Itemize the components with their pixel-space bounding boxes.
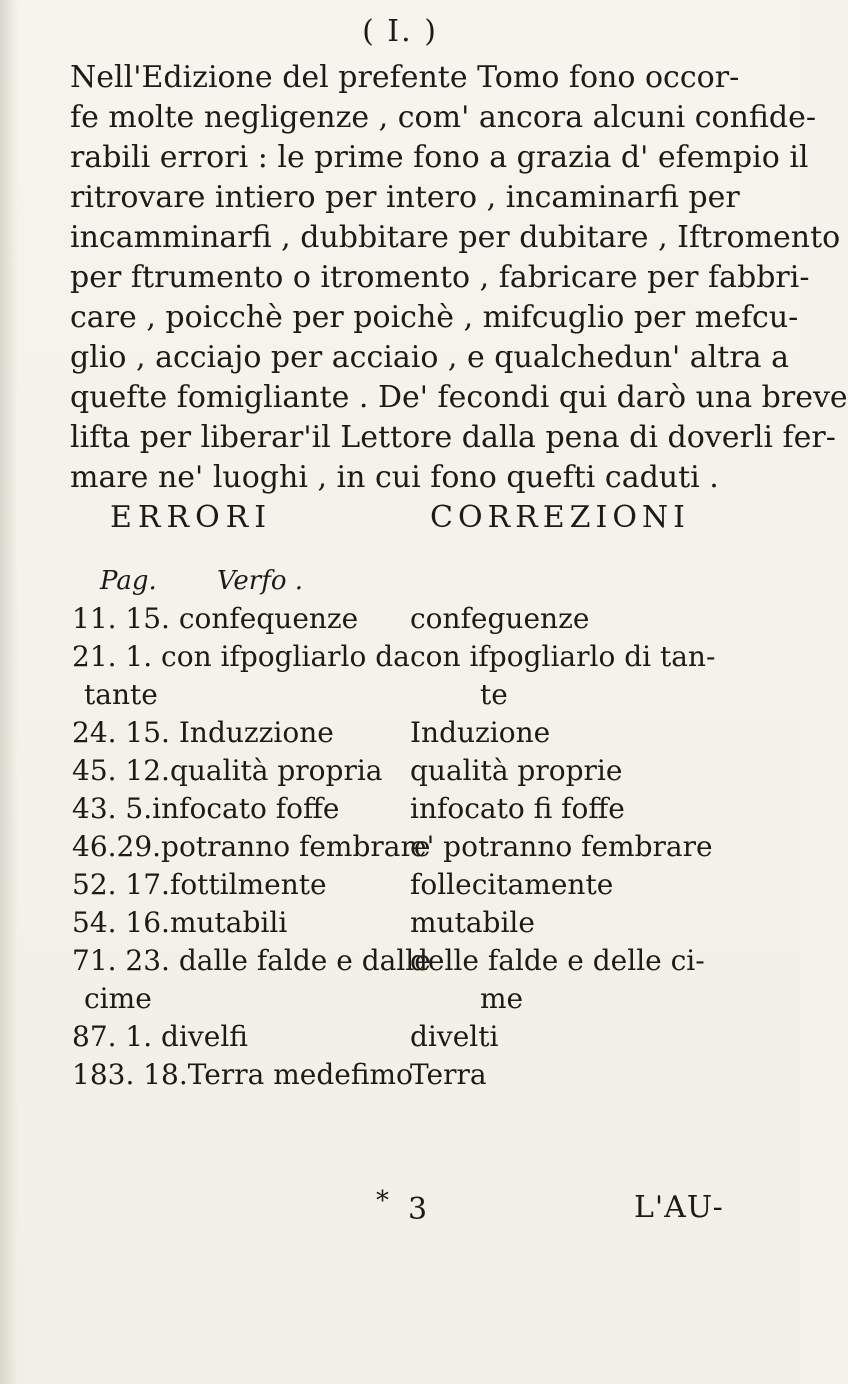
correction-row: te — [480, 678, 508, 711]
intro-line: mare ne' luoghi , in cui fono quefti caduti . — [70, 460, 719, 495]
intro-line: incamminarfi , dubbitare per dubitare , Iftromento — [70, 220, 841, 255]
signature-mark: 3 — [408, 1192, 428, 1227]
errata-row: cime — [84, 982, 152, 1015]
intro-line: ritrovare intiero per intero , incaminarfi per — [70, 180, 740, 215]
correction-row: me — [480, 982, 524, 1015]
errata-row: 183. 18.Terra medefimo — [72, 1058, 413, 1091]
correction-row: Induzione — [410, 716, 551, 749]
intro-line: per ftrumento o itromento , fabricare per fabbri- — [70, 260, 810, 295]
correction-row: con ifpogliarlo di tan- — [410, 640, 716, 673]
correction-row: delle falde e delle ci- — [410, 944, 705, 977]
errata-headings — [0, 500, 800, 550]
intro-line: rabili errori : le prime fono a grazia d' efempio il — [70, 140, 809, 175]
correction-row: infocato fi foffe — [410, 792, 625, 825]
page-footer — [0, 1186, 800, 1246]
column-heads — [100, 566, 355, 596]
errata-row: 21. 1. con ifpogliarlo da — [72, 640, 410, 673]
errata-row: 11. 15. confequenze — [72, 602, 359, 635]
correction-row: Terra — [410, 1058, 487, 1091]
correction-row: e' potranno fembrare — [410, 830, 713, 863]
errata-row: 43. 5.infocato foffe — [72, 792, 340, 825]
intro-line: lifta per liberar'il Lettore dalla pena di doverli fer- — [70, 420, 836, 455]
errata-row: tante — [84, 678, 158, 711]
errata-row: 52. 17.fottilmente — [72, 868, 327, 901]
intro-line: care , poicchè per poichè , mifcuglio per mefcu- — [70, 300, 799, 335]
errata-row: 54. 16.mutabili — [72, 906, 288, 939]
intro-line: glio , acciajo per acciaio , e qualchedun' altra a — [70, 340, 789, 375]
intro-line: fe molte negligenze , com' ancora alcuni confide- — [70, 100, 817, 135]
errata-row: 46.29.potranno fembrare — [72, 830, 431, 863]
intro-paragraph — [70, 58, 848, 498]
correction-row: confeguenze — [410, 602, 590, 635]
pag-column-head: Pag. — [100, 566, 157, 596]
correzioni-heading: CORREZIONI — [430, 500, 691, 535]
page-gutter-shadow — [0, 0, 18, 1384]
correzioni-column — [410, 600, 740, 1094]
verso-column-head: Verfo . — [217, 566, 304, 596]
errori-heading: ERRORI — [110, 500, 273, 535]
catchword: L'AU- — [634, 1190, 724, 1225]
errori-column — [72, 600, 431, 1094]
errata-row: 45. 12.qualità propria — [72, 754, 383, 787]
correction-row: follecitamente — [410, 868, 614, 901]
correction-row: qualità proprie — [410, 754, 623, 787]
errata-row: 24. 15. Induzzione — [72, 716, 334, 749]
intro-line: quefte fomigliante . De' fecondi qui darò una breve — [70, 380, 848, 415]
footer-star: * — [376, 1186, 389, 1216]
intro-line: Nell'Edizione del prefente Tomo fono occor- — [70, 60, 740, 95]
errata-row: 71. 23. dalle falde e dalle — [72, 944, 431, 977]
page-header: ( I. ) — [362, 14, 438, 49]
correction-row: divelti — [410, 1020, 499, 1053]
errata-row: 87. 1. divelfi — [72, 1020, 248, 1053]
correction-row: mutabile — [410, 906, 535, 939]
